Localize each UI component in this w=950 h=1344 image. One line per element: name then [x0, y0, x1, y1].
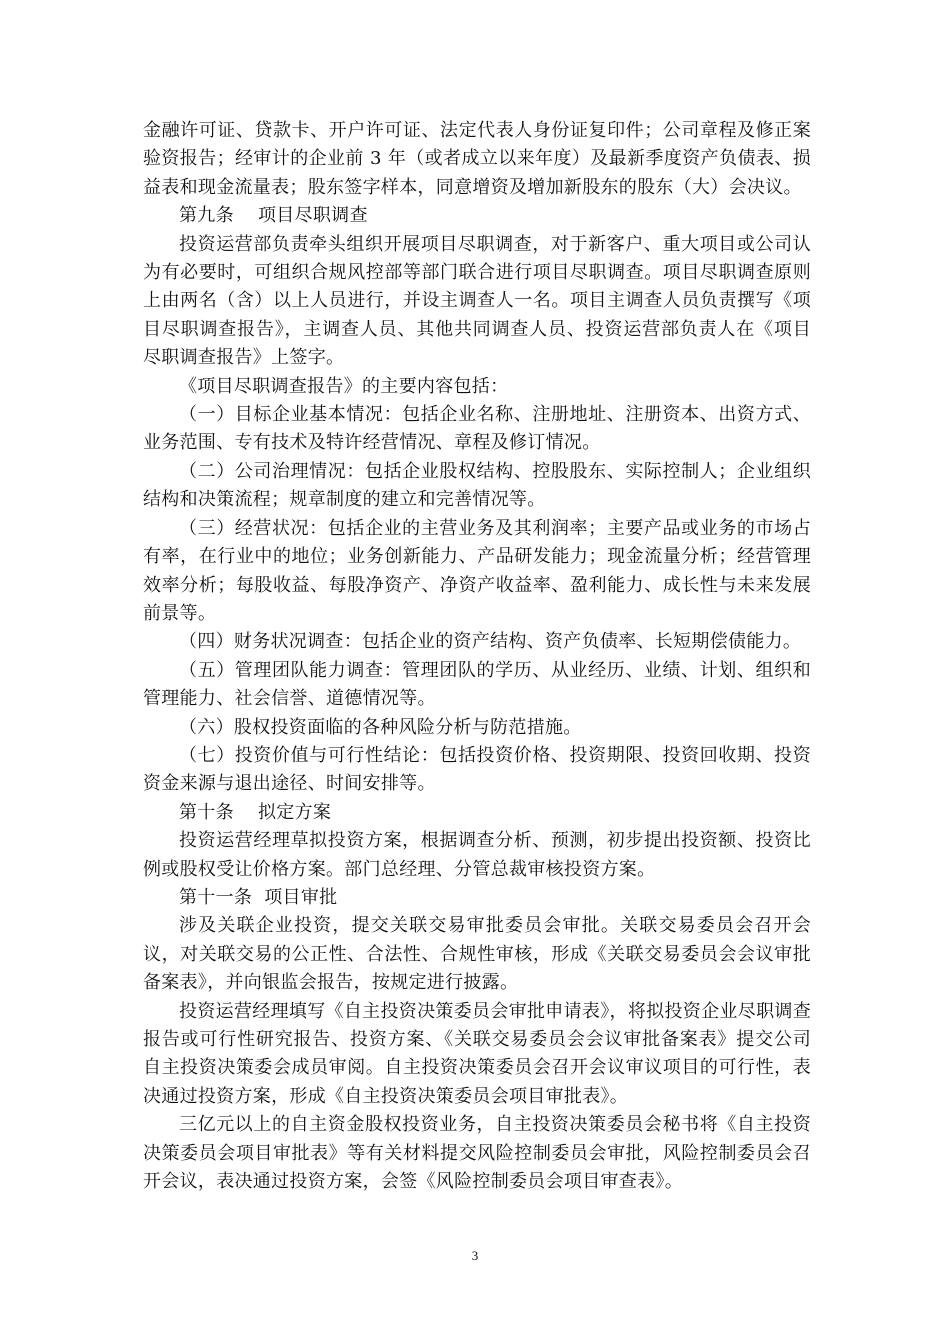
paragraph-risk-committee: 三亿元以上的自主资金股权投资业务，自主投资决策委员会秘书将《自主投资决策委员会项目审批表》等有关材料提交风险控制委员会审批，风险控制委员会召开会议，表决通过投资方案，会签《风险控制委员会项目审查表》。: [143, 1114, 811, 1193]
article-10-heading: 第十条 拟定方案: [179, 801, 332, 823]
list-item-basic-info: （一）目标企业基本情况：包括企业名称、注册地址、注册资本、出资方式、业务范围、专有技术及特许经营情况、章程及修订情况。: [143, 404, 811, 454]
paragraph-application-materials: 金融许可证、贷款卡、开户许可证、法定代表人身份证复印件；公司章程及修正案验资报告；经审计的企业前 3 年（或者成立以来年度）及最新季度资产负债表、损益表和现金流量表；股东签字样本，同意增资及增加新股东的股东（大）会决议。: [143, 120, 811, 198]
paragraph-related-party-approval: 涉及关联企业投资，提交关联交易审批委员会审批。关联交易委员会召开会议，对关联交易的公正性、合法性、合规性审核，形成《关联交易委员会会议审批备案表》，并向银监会报告，按规定进行披露。: [143, 915, 811, 994]
list-item-management-team: （五）管理团队能力调查：管理团队的学历、从业经历、业绩、计划、组织和管理能力、社会信誉、道德情况等。: [143, 659, 811, 710]
paragraph-committee-review: 投资运营经理填写《自主投资决策委员会审批申请表》，将拟投资企业尽职调查报告或可行性研究报告、投资方案、《关联交易委员会会议审批备案表》提交公司自主投资决策委会成员审阅。自主投资决策委员会召开会议审议项目的可行性，表决通过投资方案，形成《自主投资决策委员会项目审批表》。: [143, 1000, 811, 1107]
list-item-risk-analysis: （六）股权投资面临的各种风险分析与防范措施。: [179, 716, 582, 738]
paragraph-draft-plan: 投资运营经理草拟投资方案，根据调查分析、预测，初步提出投资额、投资比例或股权受让价格方案。部门总经理、分管总裁审核投资方案。: [143, 830, 811, 880]
list-item-investment-value: （七）投资价值与可行性结论：包括投资价格、投资期限、投资回收期、投资资金来源与退出途径、时间安排等。: [143, 744, 811, 795]
article-11-heading: 第十一条 项目审批: [179, 886, 338, 908]
article-9-heading: 第九条 项目尽职调查: [179, 205, 368, 227]
page-number: 3: [471, 1248, 479, 1263]
list-item-governance: （二）公司治理情况：包括企业股权结构、控股股东、实际控制人；企业组织结构和决策流程；规章制度的建立和完善情况等。: [143, 460, 811, 511]
page-body: [143, 117, 811, 1196]
paragraph-report-contents-intro: 《项目尽职调查报告》的主要内容包括：: [179, 375, 509, 397]
list-item-financials: （四）财务状况调查：包括企业的资产结构、资产负债率、长短期偿债能力。: [179, 631, 802, 653]
list-item-operations: （三）经营状况：包括企业的主营业务及其利润率；主要产品或业务的市场占有率，在行业中的地位；业务创新能力、产品研发能力；现金流量分析；经营管理效率分析；每股收益、每股净资产、净资产收益率、盈利能力、成长性与未来发展前景等。: [143, 517, 811, 624]
paragraph-due-diligence: 投资运营部负责牵头组织开展项目尽职调查，对于新客户、重大项目或公司认为有必要时，可组织合规风控部等部门联合进行项目尽职调查。项目尽职调查原则上由两名（含）以上人员进行，并设主调查人一名。项目主调查人员负责撰写《项目尽职调查报告》，主调查人员、其他共同调查人员、投资运营部负责人在《项目尽职调查报告》上签字。: [143, 233, 811, 369]
